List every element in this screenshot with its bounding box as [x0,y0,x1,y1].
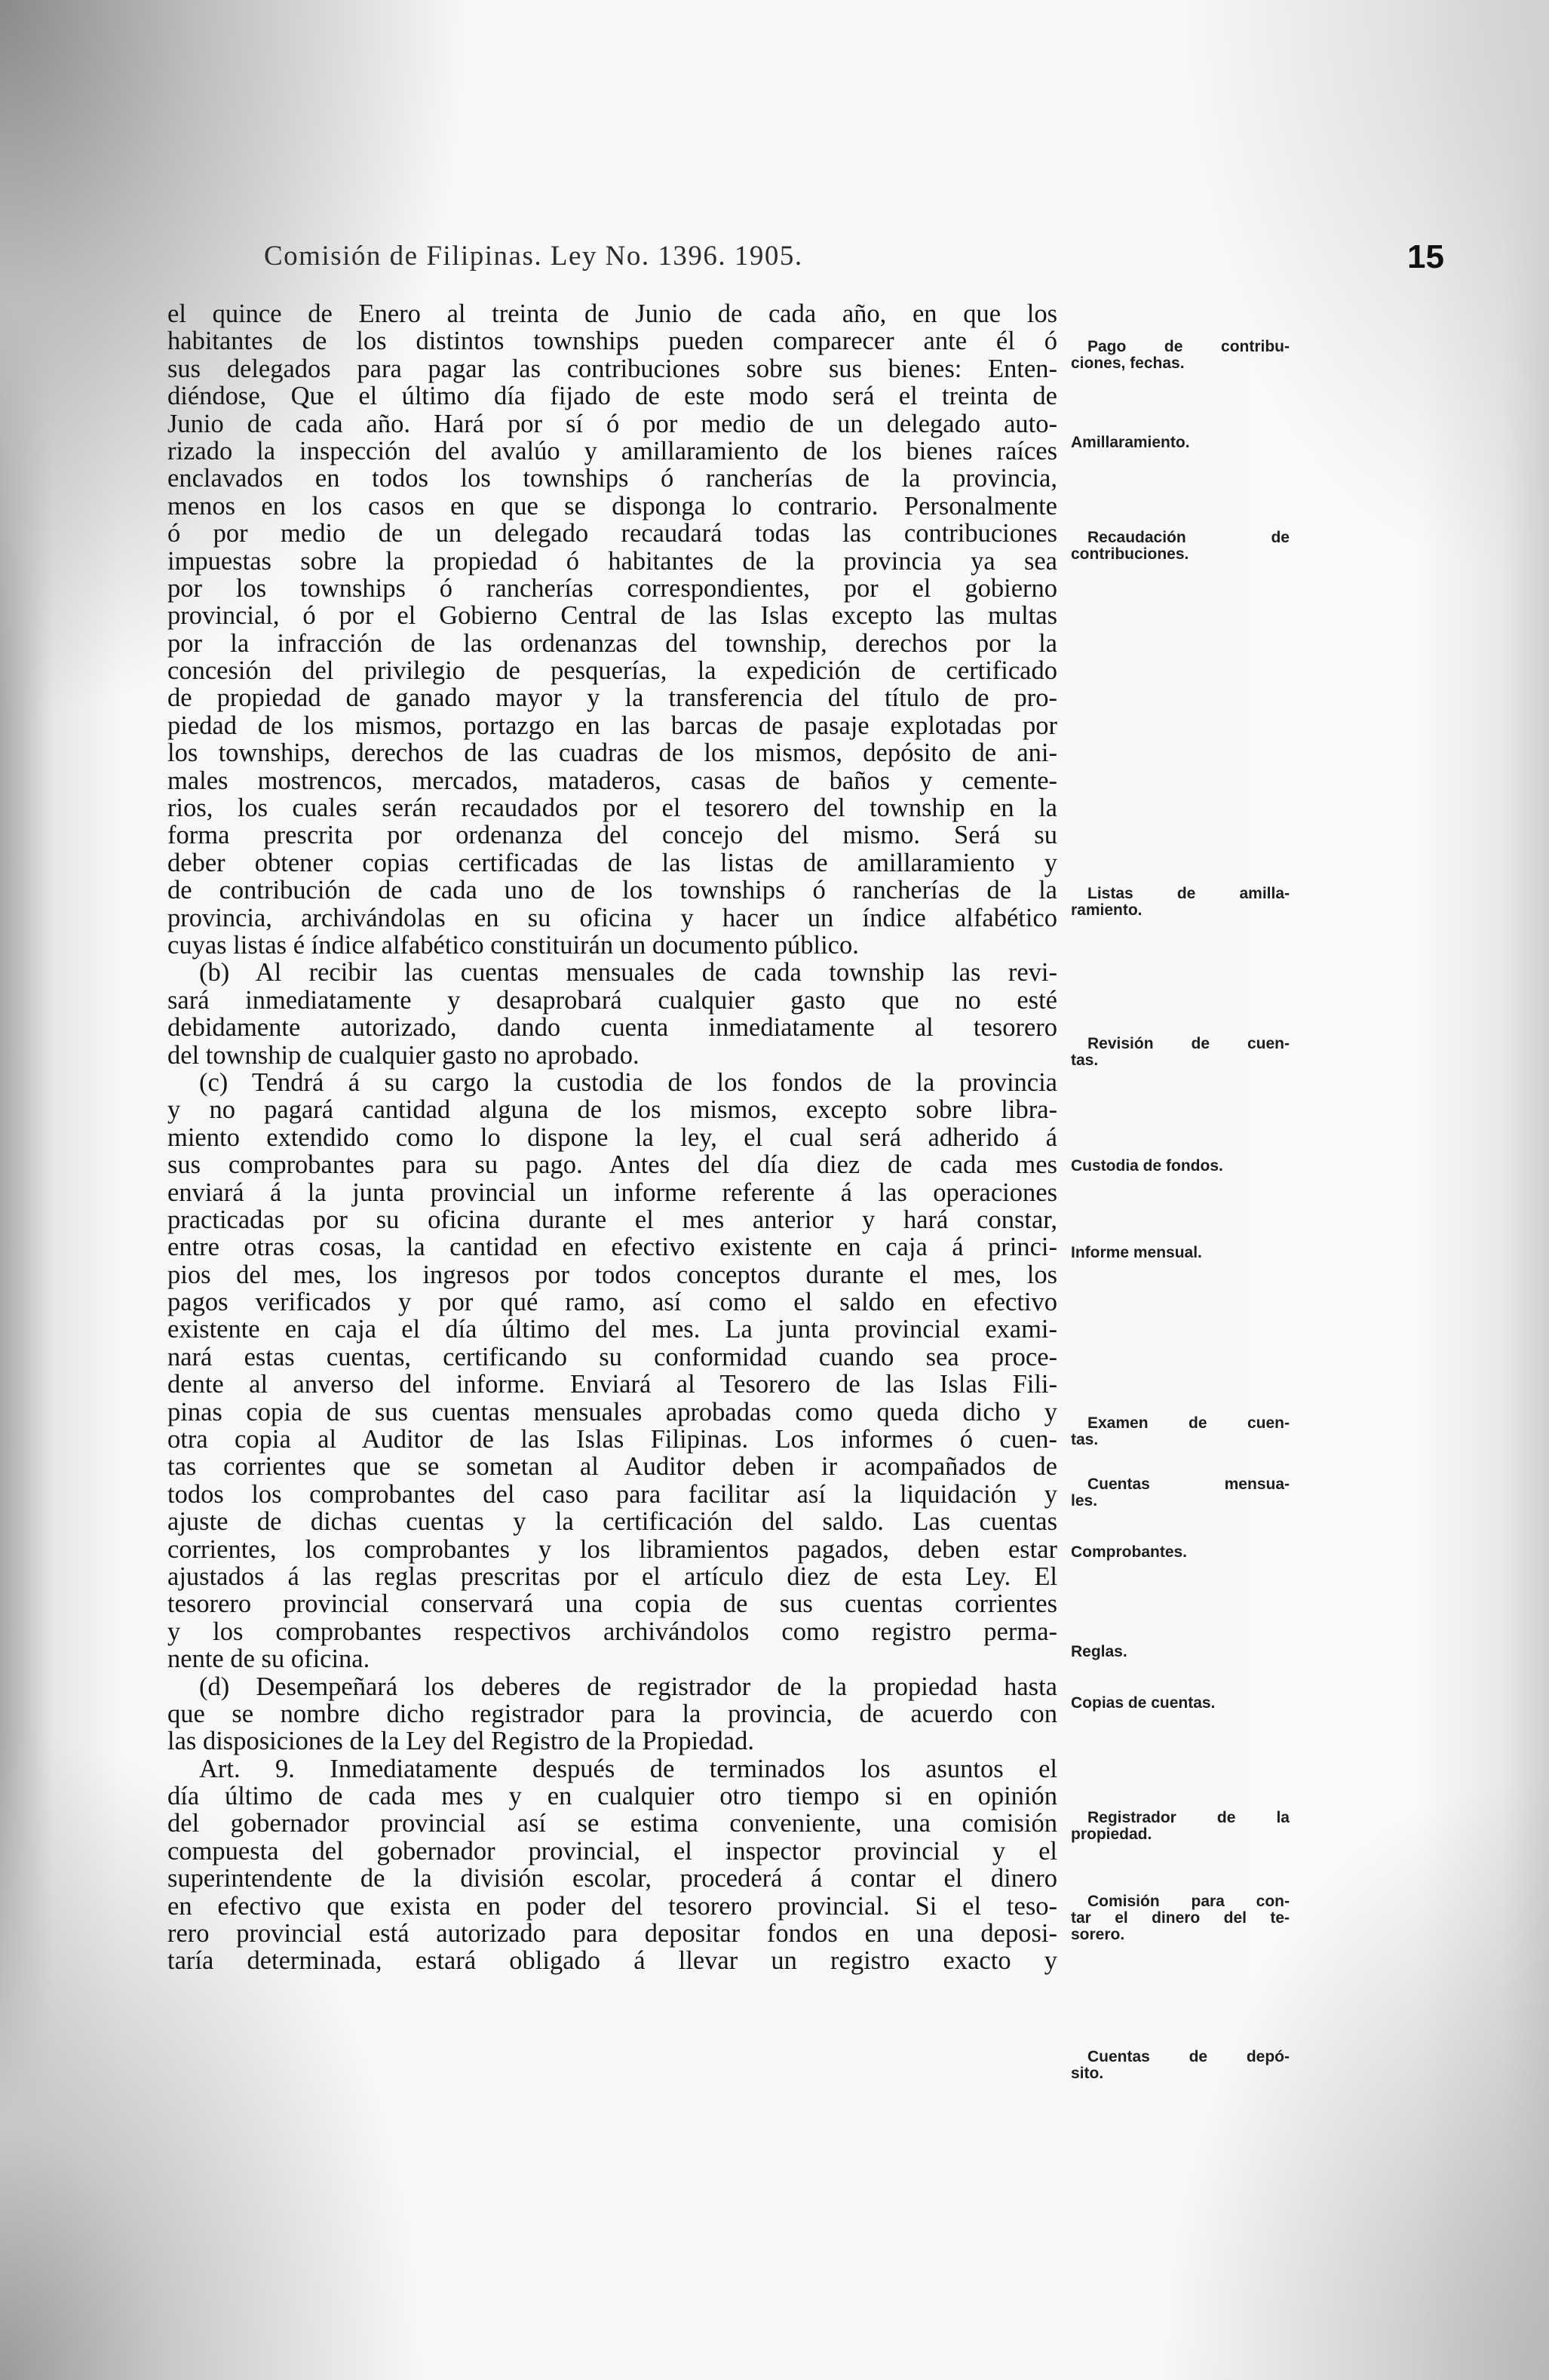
text-line: impuestas sobre la propiedad ó habitantes de la provincia ya sea [167,546,1057,576]
text-line: (b) Al recibir las cuentas mensuales de cada township las revi- [199,958,1057,987]
body-text [167,300,1057,1975]
text-line: ajustados á las reglas prescritas por el artículo diez de esta Ley. El [167,1562,1057,1591]
text-line: todos los comprobantes del caso para facilitar así la liquidación y [167,1479,1057,1509]
margin-note-line: Amillaramiento. [1071,434,1190,451]
margin-note-line: les. [1071,1492,1098,1509]
text-line: día último de cada mes y en cualquier otro tiempo si en opinión [167,1782,1057,1811]
margin-note [1071,1476,1290,1509]
text-line: sus comprobantes para su pago. Antes del día diez de cada mes [167,1150,1057,1180]
text-line: enviará á la junta provincial un informe referente á las operaciones [167,1178,1057,1207]
text-line: taría determinada, estará obligado á llevar un registro exacto y [167,1946,1057,1976]
text-line: habitantes de los distintos townships pueden comparecer ante él ó [167,327,1057,356]
text-line: provincial, ó por el Gobierno Central de las Islas excepto las multas [167,601,1057,631]
text-line: otra copia al Auditor de las Islas Filipinas. Los informes ó cuen- [167,1425,1057,1454]
text-line: nente de su oficina. [167,1645,370,1674]
text-line: entre otras cosas, la cantidad en efectivo existente en caja á princi- [167,1233,1057,1262]
text-line: pios del mes, los ingresos por todos conceptos durante el mes, los [167,1260,1057,1289]
text-line: sus delegados para pagar las contribuciones sobre sus bienes: Enten- [167,354,1057,383]
margin-note [1071,1810,1290,1843]
margin-note-line: Cuentas mensua- [1087,1476,1290,1493]
margin-note-line: sorero. [1071,1926,1125,1943]
text-line: Junio de cada año. Hará por sí ó por medio de un delegado auto- [167,409,1057,438]
text-line: superintendente de la división escolar, procederá á contar el dinero [167,1864,1057,1893]
text-line: y los comprobantes respectivos archivándolos como registro perma- [167,1617,1057,1646]
text-line: compuesta del gobernador provincial, el inspector provincial y el [167,1836,1057,1866]
text-line: por la infracción de las ordenanzas del township, derechos por la [167,628,1057,658]
margin-note [1071,1245,1290,1261]
text-line: los townships, derechos de las cuadras de los mismos, depósito de ani- [167,739,1057,768]
text-line: pinas copia de sus cuentas mensuales aprobadas como queda dicho y [167,1397,1057,1426]
margin-note-line: ciones, fechas. [1071,355,1185,372]
margin-note-line: Cuentas de depó- [1087,2048,1290,2065]
page-number: 15 [1407,238,1444,275]
text-line: males mostrencos, mercados, mataderos, casas de baños y cemente- [167,766,1057,795]
margin-note [1071,1158,1290,1175]
text-line: menos en los casos en que se disponga lo contrario. Personalmente [167,491,1057,521]
margin-note-line: tas. [1071,1052,1099,1069]
margin-note [1071,1415,1290,1448]
margin-note-line: ramiento. [1071,901,1143,919]
margin-note [1071,339,1290,372]
margin-note-line: Recaudación de [1087,529,1290,546]
margin-note-line: Comisión para con- [1087,1893,1290,1910]
margin-note [1071,1893,1290,1943]
margin-note-line: tas. [1071,1431,1099,1448]
text-line: en efectivo que exista en poder del tesorero provincial. Si el teso- [167,1891,1057,1921]
text-line: debidamente autorizado, dando cuenta inmediatamente al tesorero [167,1013,1057,1043]
margin-note-line: Examen de cuen- [1087,1414,1290,1432]
margin-note-line: Reglas. [1071,1643,1127,1660]
text-line: practicadas por su oficina durante el mes anterior y hará constar, [167,1205,1057,1234]
margin-note-line: Revisión de cuen- [1087,1035,1290,1052]
text-line: las disposiciones de la Ley del Registro de la Propiedad. [167,1727,754,1756]
text-line: sará inmediatamente y desaprobará cualquier gasto que no esté [167,985,1057,1015]
margin-note-line: sito. [1071,2065,1104,2082]
text-line: tesorero provincial conservará una copia de sus cuentas corrientes [167,1589,1057,1619]
running-header [264,240,1290,272]
margin-note-line: Comprobantes. [1071,1543,1188,1561]
text-line: cuyas listas é índice alfabético constituirán un documento público. [167,930,859,960]
text-line: (c) Tendrá á su cargo la custodia de los fondos de la provincia [199,1067,1057,1097]
text-line: piedad de los mismos, portazgo en las barcas de pasaje explotadas por [167,711,1057,740]
text-line: ó por medio de un delegado recaudará todas las contribuciones [167,519,1057,548]
margin-note [1071,435,1290,451]
text-line: rero provincial está autorizado para depositar fondos en una deposi- [167,1919,1057,1949]
margin-note [1071,1644,1290,1660]
margin-note [1071,2049,1290,2082]
text-line: deber obtener copias certificadas de las listas de amillaramiento y [167,848,1057,877]
margin-note [1071,1544,1290,1561]
text-line: pagos verificados y por qué ramo, así como el saldo en efectivo [167,1288,1057,1317]
text-line: rios, los cuales serán recaudados por el tesorero del township en la [167,794,1057,823]
text-line: que se nombre dicho registrador para la provincia, de acuerdo con [167,1699,1057,1728]
text-line: tas corrientes que se sometan al Auditor deben ir acompañados de [167,1452,1057,1482]
margin-note-line: contribuciones. [1071,545,1189,563]
margin-note-line: tar el dinero del te- [1071,1909,1290,1927]
text-line: concesión del privilegio de pesquerías, la expedición de certificado [167,656,1057,686]
text-line: del gobernador provincial así se estima conveniente, una comisión [167,1809,1057,1838]
header-title: Comisión de Filipinas. Ley No. 1396. 1905. [264,241,803,272]
margin-note-line: Informe mensual. [1071,1244,1202,1261]
text-line: rizado la inspección del avalúo y amillaramiento de los bienes raíces [167,436,1057,465]
text-line: ajuste de dichas cuentas y la certificación del saldo. Las cuentas [167,1507,1057,1537]
text-line: y no pagará cantidad alguna de los mismos, excepto sobre libra- [167,1095,1057,1125]
text-line: Art. 9. Inmediatamente después de terminados los asuntos el [199,1754,1057,1783]
text-line: dente al anverso del informe. Enviará al Tesorero de las Islas Fili- [167,1370,1057,1399]
margin-note-line: Listas de amilla- [1087,885,1290,902]
text-line: existente en caja el día último del mes. La junta provincial exami- [167,1315,1057,1344]
text-line: provincia, archivándolas en su oficina y hacer un índice alfabético [167,903,1057,932]
text-line: miento extendido como lo dispone la ley, el cual será adherido á [167,1122,1057,1152]
text-line: forma prescrita por ordenanza del concejo del mismo. Será su [167,821,1057,850]
margin-note-line: Registrador de la [1087,1809,1290,1826]
text-line: del township de cualquier gasto no aprobado. [167,1040,640,1070]
text-line: de contribución de cada uno de los townships ó rancherías de la [167,876,1057,905]
text-line: diéndose, Que el último día fijado de este modo será el treinta de [167,382,1057,411]
text-line: enclavados en todos los townships ó rancherías de la provincia, [167,464,1057,493]
text-line: por los townships ó rancherías correspondientes, por el gobierno [167,573,1057,603]
margin-note [1071,1695,1290,1712]
text-line: corrientes, los comprobantes y los libramientos pagados, deben estar [167,1534,1057,1564]
text-line: el quince de Enero al treinta de Junio de cada año, en que los [167,299,1057,328]
text-line: de propiedad de ganado mayor y la transferencia del título de pro- [167,683,1057,713]
text-line: (d) Desempeñará los deberes de registrador de la propiedad hasta [199,1672,1057,1701]
margin-note-line: Copias de cuentas. [1071,1694,1216,1712]
margin-note [1071,886,1290,919]
text-line: nará estas cuentas, certificando su conformidad cuando sea proce- [167,1342,1057,1371]
margin-note-line: propiedad. [1071,1826,1152,1843]
margin-note [1071,530,1290,563]
margin-note-line: Custodia de fondos. [1071,1157,1223,1175]
margin-note-line: Pago de contribu- [1087,338,1290,355]
margin-note [1071,1036,1290,1069]
